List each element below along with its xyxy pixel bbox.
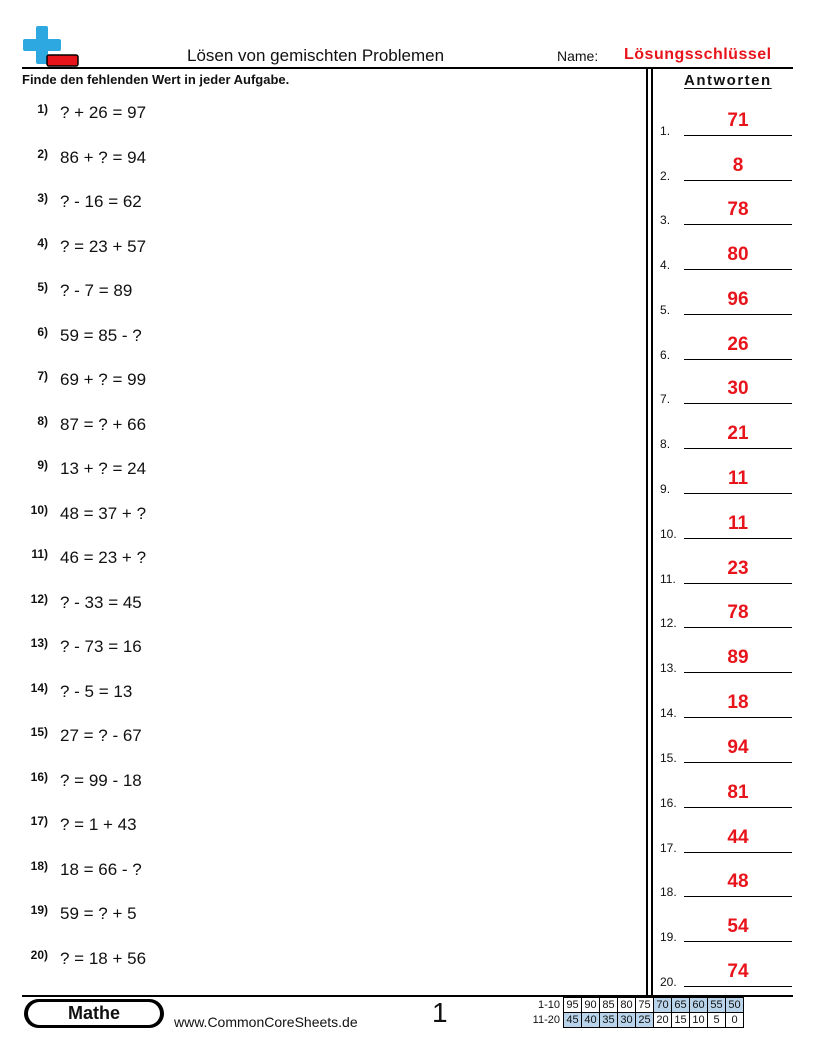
- answer-value: 21: [727, 423, 749, 444]
- answer-label: 3 .: [660, 213, 670, 227]
- worksheet-title: Lösen von gemischten Problemen: [187, 46, 445, 65]
- answer-column-divider: [646, 67, 648, 995]
- problem-number: 8 ): [24, 414, 48, 428]
- score-cell: 40: [582, 1013, 600, 1028]
- problem-equation: 27 = ? - 67: [60, 726, 142, 745]
- score-cell: 10: [690, 1013, 708, 1028]
- answer-item: [660, 380, 795, 406]
- problem-number: 4 ): [24, 236, 48, 250]
- problem-equation: ? = 99 - 18: [60, 771, 142, 790]
- answer-line: [684, 269, 792, 270]
- score-row: [530, 998, 744, 1013]
- answer-value: 26: [727, 334, 749, 355]
- page-number: 1: [432, 997, 448, 1028]
- problem-equation: ? - 16 = 62: [60, 192, 142, 211]
- answer-label: 19 .: [660, 930, 677, 944]
- problem-number: 6 ): [24, 325, 48, 339]
- score-cell: 55: [708, 998, 726, 1013]
- problem-number: 9 ): [24, 458, 48, 472]
- answer-item: [660, 784, 795, 810]
- answer-value: 71: [727, 110, 749, 131]
- score-cell: 45: [564, 1013, 582, 1028]
- name-label: Name:: [557, 48, 599, 64]
- answer-line: [684, 896, 792, 897]
- answer-label: 10 .: [660, 527, 677, 541]
- answer-line: [684, 224, 792, 225]
- answer-value: 8: [732, 155, 744, 176]
- problem-number: 3 ): [24, 191, 48, 205]
- answer-line: [684, 180, 792, 181]
- answer-item: [660, 515, 795, 541]
- answer-line: [684, 852, 792, 853]
- score-cell: 80: [618, 998, 636, 1013]
- score-cell: 5: [708, 1013, 726, 1028]
- score-row: [530, 1013, 744, 1028]
- score-cell: 65: [672, 998, 690, 1013]
- score-cell: 90: [582, 998, 600, 1013]
- answer-value: 78: [727, 199, 749, 220]
- problem-number: 20 ): [24, 948, 48, 962]
- score-cell: 60: [690, 998, 708, 1013]
- answer-item: [660, 201, 795, 227]
- score-cell: 75: [636, 998, 654, 1013]
- answer-value: 44: [727, 827, 749, 848]
- answer-label: 9 .: [660, 482, 670, 496]
- answer-label: 8 .: [660, 437, 670, 451]
- problem-equation: 13 + ? = 24: [60, 459, 147, 478]
- answer-value: 30: [727, 378, 749, 399]
- answer-label: 4 .: [660, 258, 670, 272]
- answer-label: 1 .: [660, 124, 670, 138]
- answer-label: 12 .: [660, 616, 677, 630]
- problem-equation: ? = 1 + 43: [60, 815, 137, 834]
- answer-line: [684, 583, 792, 584]
- score-cell: 0: [726, 1013, 744, 1028]
- problem-equation: ? - 73 = 16: [60, 637, 142, 656]
- problem-number: 18 ): [24, 859, 48, 873]
- answer-label: 14 .: [660, 706, 677, 720]
- problem-number: 16 ): [24, 770, 48, 784]
- answer-label: 17 .: [660, 841, 677, 855]
- score-cell: 30: [618, 1013, 636, 1028]
- answer-item: [660, 963, 795, 989]
- problem-number: 15 ): [24, 725, 48, 739]
- score-cell: 25: [636, 1013, 654, 1028]
- problem-number: 2 ): [24, 147, 48, 161]
- answer-line: [684, 135, 792, 136]
- score-row-label: 1-10: [537, 999, 560, 1011]
- problem-equation: 59 = 85 - ?: [60, 326, 142, 345]
- problem-number: 7 ): [24, 369, 48, 383]
- score-row-label: 11-20: [532, 1014, 560, 1026]
- answer-label: 2 .: [660, 169, 670, 183]
- answer-item: [660, 873, 795, 899]
- answer-line: [684, 627, 792, 628]
- answer-value: 74: [727, 961, 749, 982]
- header-divider: [22, 67, 793, 69]
- problem-number: 17 ): [24, 814, 48, 828]
- answer-label: 16 .: [660, 796, 677, 810]
- answer-item: [660, 291, 795, 317]
- answer-item: [660, 112, 795, 138]
- problem-number: 13 ): [24, 636, 48, 650]
- answer-line: [684, 807, 792, 808]
- answer-line: [684, 538, 792, 539]
- answer-value: 18: [727, 692, 749, 713]
- answer-line: [684, 403, 792, 404]
- problem-number: 11 ): [24, 547, 48, 561]
- answer-value: 11: [727, 468, 749, 489]
- answer-value: 80: [727, 244, 749, 265]
- subject-badge-label: Mathe: [28, 1002, 160, 1025]
- answer-item: [660, 694, 795, 720]
- answer-item: [660, 560, 795, 586]
- answer-item: [660, 604, 795, 630]
- answer-item: [660, 425, 795, 451]
- answer-value: 54: [727, 916, 749, 937]
- problem-number: 5 ): [24, 280, 48, 294]
- problem-equation: 59 = ? + 5: [60, 904, 137, 923]
- problem-equation: ? - 33 = 45: [60, 593, 142, 612]
- answer-value: 94: [727, 737, 749, 758]
- problem-equation: ? - 7 = 89: [60, 281, 133, 300]
- answer-item: [660, 829, 795, 855]
- plus-minus-logo-icon: [22, 26, 80, 68]
- problem-equation: ? = 23 + 57: [60, 237, 147, 256]
- answer-column-divider: [651, 67, 653, 995]
- instructions: Finde den fehlenden Wert in jeder Aufgabe.: [22, 72, 290, 87]
- answer-item: [660, 649, 795, 675]
- score-table: [530, 997, 744, 1028]
- score-cell: 35: [600, 1013, 618, 1028]
- answer-item: [660, 918, 795, 944]
- answer-item: [660, 246, 795, 272]
- problem-number: 12 ): [24, 592, 48, 606]
- website-url: www.CommonCoreSheets.de: [174, 1014, 358, 1030]
- answer-line: [684, 762, 792, 763]
- answer-item: [660, 739, 795, 765]
- problem-equation: ? + 26 = 97: [60, 103, 147, 122]
- answer-label: 6 .: [660, 348, 670, 362]
- answer-value: 23: [727, 558, 749, 579]
- answer-label: 11 .: [660, 572, 676, 586]
- name-value: Lösungsschlüssel: [624, 46, 772, 63]
- answer-line: [684, 493, 792, 494]
- answer-label: 5 .: [660, 303, 670, 317]
- answer-value: 96: [727, 289, 749, 310]
- problem-equation: 48 = 37 + ?: [60, 504, 147, 523]
- problem-equation: 69 + ? = 99: [60, 370, 147, 389]
- score-cell: 50: [726, 998, 744, 1013]
- answer-label: 15 .: [660, 751, 677, 765]
- problem-number: 1 ): [24, 102, 48, 116]
- answer-line: [684, 359, 792, 360]
- problem-equation: 87 = ? + 66: [60, 415, 147, 434]
- problem-equation: 86 + ? = 94: [60, 148, 147, 167]
- score-cell: 70: [654, 998, 672, 1013]
- problem-equation: 18 = 66 - ?: [60, 860, 142, 879]
- problem-equation: 46 = 23 + ?: [60, 548, 147, 567]
- answer-line: [684, 314, 792, 315]
- score-cell: 15: [672, 1013, 690, 1028]
- score-cell: 85: [600, 998, 618, 1013]
- answer-value: 81: [727, 782, 749, 803]
- answer-value: 89: [727, 647, 749, 668]
- answer-line: [684, 986, 792, 987]
- answer-value: 11: [727, 513, 749, 534]
- score-cell: 20: [654, 1013, 672, 1028]
- answer-item: [660, 336, 795, 362]
- problem-number: 10 ): [24, 503, 48, 517]
- problem-equation: ? - 5 = 13: [60, 682, 133, 701]
- answer-label: 20 .: [660, 975, 677, 989]
- answer-label: 7 .: [660, 392, 670, 406]
- answer-item: [660, 157, 795, 183]
- answer-line: [684, 717, 792, 718]
- answer-line: [684, 448, 792, 449]
- score-cell: 95: [564, 998, 582, 1013]
- answer-line: [684, 672, 792, 673]
- answers-heading: Antworten: [684, 72, 772, 89]
- problem-equation: ? = 18 + 56: [60, 949, 147, 968]
- problem-number: 19 ): [24, 903, 48, 917]
- answer-value: 48: [727, 871, 749, 892]
- answer-item: [660, 470, 795, 496]
- answer-label: 13 .: [660, 661, 677, 675]
- answer-value: 78: [727, 602, 749, 623]
- answer-label: 18 .: [660, 885, 677, 899]
- answer-line: [684, 941, 792, 942]
- problem-number: 14 ): [24, 681, 48, 695]
